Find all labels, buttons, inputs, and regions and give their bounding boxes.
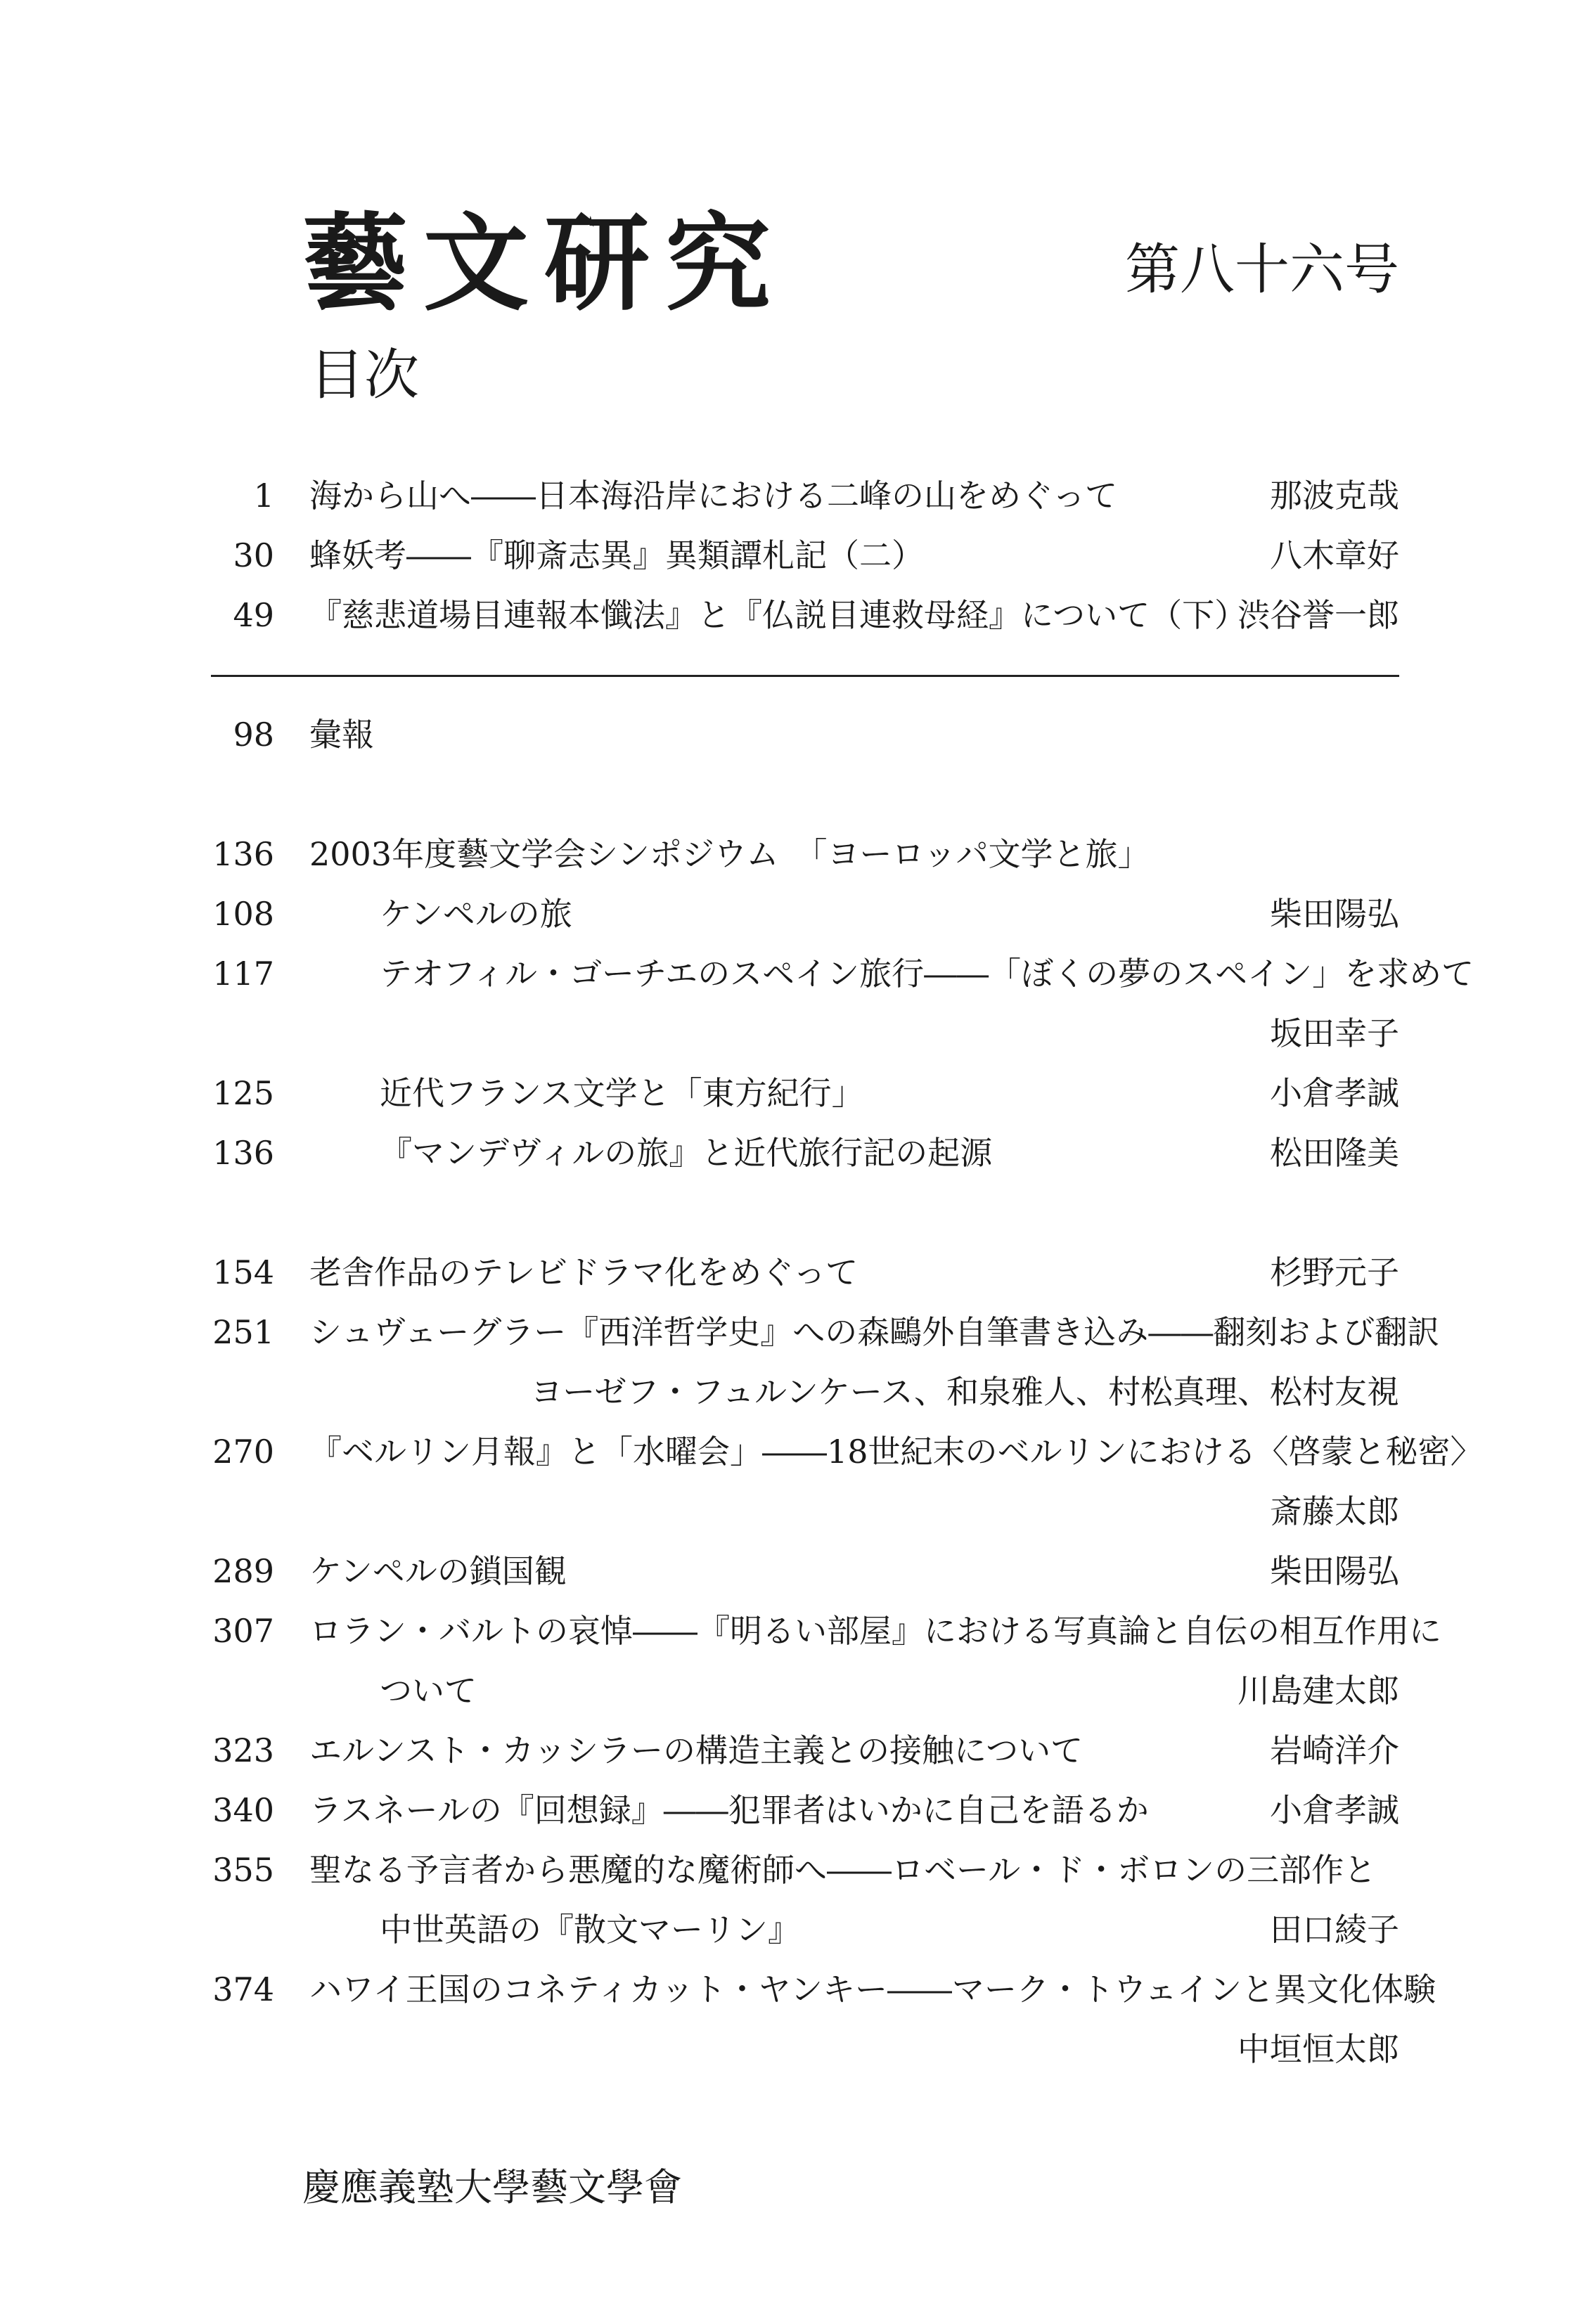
toc-entry-continuation bbox=[0, 2021, 1575, 2077]
toc-entry-continuation bbox=[0, 1364, 1575, 1420]
entry-page: 270 bbox=[212, 1433, 274, 1471]
toc-entry[interactable] bbox=[0, 1125, 1575, 1181]
toc-entry[interactable] bbox=[0, 1961, 1575, 2018]
entry-page: 289 bbox=[212, 1552, 274, 1590]
entry-author: 坂田幸子 bbox=[1270, 1014, 1399, 1052]
toc-entry-continuation bbox=[0, 1483, 1575, 1539]
entry-title: 蜂妖考――『聊斎志異』異類譚札記（二） bbox=[309, 536, 924, 574]
entry-title: ハワイ王国のコネティカット・ヤンキー――マーク・トウェインと異文化体験 bbox=[309, 1970, 1436, 2008]
entry-author: 中垣恒太郎 bbox=[1238, 2030, 1399, 2068]
entry-page: 136 bbox=[212, 835, 274, 873]
entry-page: 30 bbox=[233, 536, 274, 574]
entry-title: 海から山へ――日本海沿岸における二峰の山をめぐって bbox=[309, 477, 1118, 515]
entry-title: エルンスト・カッシラーの構造主義との接触について bbox=[309, 1731, 1084, 1769]
toc-entry[interactable] bbox=[0, 1782, 1575, 1838]
entry-page: 355 bbox=[212, 1851, 274, 1889]
toc-entry[interactable] bbox=[0, 1543, 1575, 1599]
toc-entry[interactable] bbox=[0, 945, 1575, 1002]
entry-author: 渋谷誉一郎 bbox=[1238, 596, 1399, 634]
entry-author: 小倉孝誠 bbox=[1270, 1074, 1399, 1112]
toc-entry[interactable] bbox=[0, 706, 1575, 763]
toc-entry[interactable] bbox=[0, 826, 1575, 882]
entry-title: 彙報 bbox=[309, 716, 374, 754]
toc-entry-continuation bbox=[0, 1902, 1575, 1958]
publisher: 慶應義塾大學藝文學會 bbox=[302, 2165, 682, 2209]
entry-page: 307 bbox=[212, 1612, 274, 1650]
entry-page: 154 bbox=[212, 1253, 274, 1291]
section-divider bbox=[211, 675, 1399, 677]
entry-title: 『慈悲道場目連報本懺法』と『仏説目連救母経』について（下） bbox=[309, 596, 1247, 634]
toc-entry[interactable] bbox=[0, 886, 1575, 942]
entry-title: ケンペルの旅 bbox=[380, 895, 572, 933]
entry-title: ロラン・バルトの哀悼――『明るい部屋』における写真論と自伝の相互作用に bbox=[309, 1612, 1441, 1650]
entry-author: 那波克哉 bbox=[1270, 477, 1399, 515]
entry-page: 117 bbox=[212, 955, 274, 993]
entry-title: シュヴェーグラー『西洋哲学史』への森鷗外自筆書き込み――翻刻および翻訳 bbox=[309, 1313, 1440, 1351]
entry-title: ついて bbox=[380, 1672, 477, 1710]
entry-page: 108 bbox=[212, 895, 274, 933]
entry-title: 『ベルリン月報』と「水曜会」――18世紀末のベルリンにおける〈啓蒙と秘密〉 bbox=[309, 1433, 1483, 1471]
entry-title: ケンペルの鎖国観 bbox=[309, 1552, 567, 1590]
entry-author: ヨーゼフ・フュルンケース、和泉雅人、村松真理、松村友視 bbox=[530, 1373, 1399, 1411]
toc-entry-continuation bbox=[0, 1005, 1575, 1061]
entry-title: 中世英語の『散文マーリン』 bbox=[380, 1911, 800, 1949]
entry-title: 聖なる予言者から悪魔的な魔術師へ――ロベール・ド・ボロンの三部作と bbox=[309, 1851, 1377, 1889]
entry-page: 374 bbox=[212, 1970, 274, 2008]
entry-page: 125 bbox=[212, 1074, 274, 1112]
entry-page: 1 bbox=[253, 477, 274, 515]
entry-title: テオフィル・ゴーチエのスペイン旅行――「ぼくの夢のスペイン」を求めて bbox=[380, 955, 1474, 993]
entry-page: 49 bbox=[233, 596, 274, 634]
toc-entry[interactable] bbox=[0, 587, 1575, 643]
entry-page: 323 bbox=[212, 1731, 274, 1769]
toc-entry[interactable] bbox=[0, 467, 1575, 524]
entry-page: 98 bbox=[233, 716, 274, 754]
toc-entry[interactable] bbox=[0, 1722, 1575, 1778]
toc-entry[interactable] bbox=[0, 1842, 1575, 1898]
entry-author: 斎藤太郎 bbox=[1270, 1492, 1399, 1530]
toc-entry[interactable] bbox=[0, 1424, 1575, 1480]
entry-author: 岩崎洋介 bbox=[1270, 1731, 1399, 1769]
toc-entry[interactable] bbox=[0, 1603, 1575, 1659]
journal-title: 藝文研究 bbox=[302, 202, 787, 325]
entry-author: 八木章好 bbox=[1270, 536, 1399, 574]
toc-entry[interactable] bbox=[0, 527, 1575, 583]
entry-author: 川島建太郎 bbox=[1238, 1672, 1399, 1710]
entry-author: 田口綾子 bbox=[1270, 1911, 1399, 1949]
toc-heading: 目次 bbox=[309, 344, 420, 407]
entry-title: 老舎作品のテレビドラマ化をめぐって bbox=[309, 1253, 859, 1291]
entry-author: 松田隆美 bbox=[1270, 1134, 1399, 1172]
entry-author: 柴田陽弘 bbox=[1270, 1552, 1399, 1590]
entry-page: 251 bbox=[212, 1313, 274, 1351]
entry-title: 2003年度藝文学会シンポジウム 「ヨーロッパ文学と旅」 bbox=[309, 835, 1150, 873]
entry-title: ラスネールの『回想録』――犯罪者はいかに自己を語るか bbox=[309, 1791, 1149, 1829]
entry-author: 杉野元子 bbox=[1270, 1253, 1399, 1291]
entry-title: 近代フランス文学と「東方紀行」 bbox=[380, 1074, 864, 1112]
entry-author: 小倉孝誠 bbox=[1270, 1791, 1399, 1829]
issue-number: 第八十六号 bbox=[1124, 238, 1399, 302]
entry-page: 340 bbox=[212, 1791, 274, 1829]
toc-entry[interactable] bbox=[0, 1304, 1575, 1360]
toc-entry[interactable] bbox=[0, 1065, 1575, 1121]
entry-page: 136 bbox=[212, 1134, 274, 1172]
toc-entry-continuation bbox=[0, 1663, 1575, 1719]
entry-author: 柴田陽弘 bbox=[1270, 895, 1399, 933]
toc-entry[interactable] bbox=[0, 1244, 1575, 1300]
entry-title: 『マンデヴィルの旅』と近代旅行記の起源 bbox=[380, 1134, 993, 1172]
